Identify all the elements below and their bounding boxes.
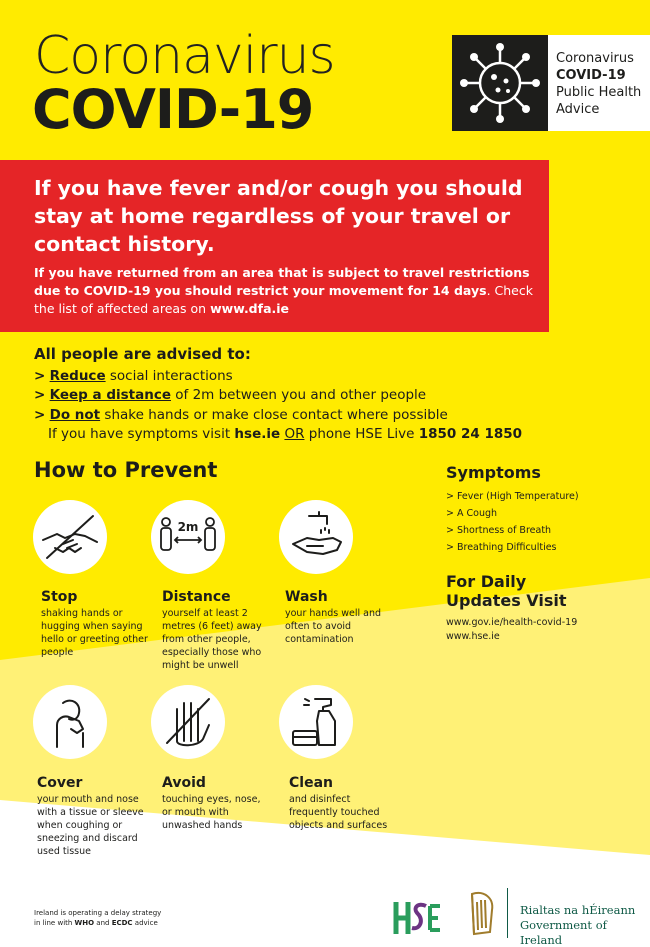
logo-line1: Coronavirus bbox=[556, 51, 634, 66]
gov-link[interactable]: www.gov.ie/health-covid-19 bbox=[446, 617, 578, 628]
updates-heading-line1: For Daily bbox=[446, 572, 527, 591]
advice-heading: All people are advised to: bbox=[34, 345, 251, 363]
logo-line3: Public Health bbox=[556, 85, 642, 100]
updates-panel bbox=[446, 572, 636, 644]
advice-text: social interactions bbox=[105, 367, 233, 384]
updates-heading bbox=[446, 572, 636, 610]
symptom-item: > Shortness of Breath bbox=[446, 525, 552, 536]
tip-desc: and disinfect frequently touched objects and surfaces bbox=[289, 794, 388, 831]
distance-icon bbox=[151, 500, 225, 574]
tip-title: Cover bbox=[37, 775, 83, 791]
note-and: and bbox=[94, 919, 112, 927]
advice-key: Keep a distance bbox=[49, 387, 171, 403]
hse-site-link[interactable]: hse.ie bbox=[234, 426, 281, 442]
advice-key: Do not bbox=[49, 406, 101, 423]
tip-desc: touching eyes, nose, or mouth with unwashed hands bbox=[162, 794, 261, 831]
contact-pre: If you have symptoms visit bbox=[48, 426, 235, 442]
tip-distance bbox=[162, 588, 272, 672]
tip-title: Avoid bbox=[162, 775, 206, 791]
no-handshake-icon bbox=[33, 500, 107, 574]
gov-line1: Rialtas na hÉireann bbox=[520, 903, 636, 917]
tip-title: Stop bbox=[41, 589, 78, 605]
harp-icon bbox=[464, 888, 500, 944]
advice-section bbox=[34, 345, 522, 445]
tip-desc: yourself at least 2 metres (6 feet) away from other people, especially those who might be unwell bbox=[162, 608, 262, 671]
tip-wash bbox=[285, 588, 385, 646]
tip-title: Clean bbox=[289, 775, 333, 791]
delay-strategy-note bbox=[34, 908, 184, 928]
advice-text: of 2m between you and other people bbox=[170, 387, 427, 403]
how-to-prevent-heading: How to Prevent bbox=[34, 458, 218, 482]
gov-line2: Government of Ireland bbox=[520, 918, 607, 947]
tip-clean bbox=[289, 774, 394, 832]
tip-avoid bbox=[162, 774, 267, 832]
dfa-link[interactable]: www.dfa.ie bbox=[210, 301, 290, 316]
handwash-icon bbox=[279, 500, 353, 574]
symptom-item: > Breathing Difficulties bbox=[446, 542, 557, 553]
symptom-item: > Fever (High Temperature) bbox=[446, 491, 579, 502]
tip-title: Wash bbox=[285, 589, 328, 605]
symptoms-contact bbox=[34, 425, 522, 445]
spray-icon bbox=[279, 685, 353, 759]
alert-headline: If you have fever and/or cough you should stay at home regardless of your travel or contact history. bbox=[34, 176, 523, 256]
advice-key: Reduce bbox=[49, 367, 106, 384]
alert-subtext bbox=[34, 264, 539, 318]
divider bbox=[507, 888, 508, 938]
virus-icon bbox=[452, 35, 548, 131]
cough-icon bbox=[33, 685, 107, 759]
logo-text bbox=[556, 50, 641, 118]
distance-label: 2m bbox=[177, 520, 199, 534]
advice-item: > Keep a distance of 2m between you and other people bbox=[34, 387, 427, 403]
symptom-item: > A Cough bbox=[446, 508, 498, 519]
alert-banner bbox=[0, 160, 549, 332]
tip-title: Distance bbox=[162, 589, 231, 605]
hse-logo bbox=[390, 898, 446, 942]
note-line1: Ireland is operating a delay strategy bbox=[34, 909, 162, 917]
note-ecdc: ECDC bbox=[111, 919, 133, 927]
public-health-logo bbox=[452, 35, 650, 131]
note-who: WHO bbox=[74, 919, 95, 927]
advice-item: > Reduce social interactions bbox=[34, 367, 233, 384]
tip-stop bbox=[41, 588, 161, 659]
tip-desc: your hands well and often to avoid contamination bbox=[285, 608, 382, 645]
tip-desc: shaking hands or hugging when saying hello or greeting other people bbox=[41, 608, 148, 658]
advice-item: > Do not shake hands or make close contact where possible bbox=[34, 406, 448, 423]
note-pre: in line with bbox=[34, 919, 75, 927]
symptoms-heading: Symptoms bbox=[446, 463, 541, 482]
note-post: advice bbox=[132, 919, 158, 927]
updates-heading-line2: Updates Visit bbox=[446, 591, 567, 610]
title-covid19: COVID-19 bbox=[32, 78, 314, 141]
tip-cover bbox=[37, 774, 149, 858]
logo-line4: Advice bbox=[556, 102, 600, 117]
title-coronavirus: Coronavirus bbox=[34, 26, 335, 86]
alert-sub-bold: If you have returned from an area that is subject to travel restrictions due to COVID-19 you should restrict your movement for 14 days bbox=[34, 265, 530, 298]
no-touch-icon bbox=[151, 685, 225, 759]
symptoms-panel bbox=[446, 463, 636, 556]
tip-desc: your mouth and nose with a tissue or sleeve when coughing or sneezing and discard used tissue bbox=[37, 794, 144, 857]
hse-live-phone[interactable]: 1850 24 1850 bbox=[418, 426, 523, 442]
contact-mid: phone HSE Live bbox=[304, 426, 419, 442]
advice-text: shake hands or make close contact where possible bbox=[100, 406, 448, 423]
government-of-ireland bbox=[520, 903, 650, 947]
hse-link[interactable]: www.hse.ie bbox=[446, 631, 500, 642]
alert-sub-rest: . Check the list of affected areas on bbox=[34, 283, 533, 316]
contact-or: OR bbox=[284, 426, 305, 442]
logo-line2: COVID-19 bbox=[556, 68, 626, 83]
